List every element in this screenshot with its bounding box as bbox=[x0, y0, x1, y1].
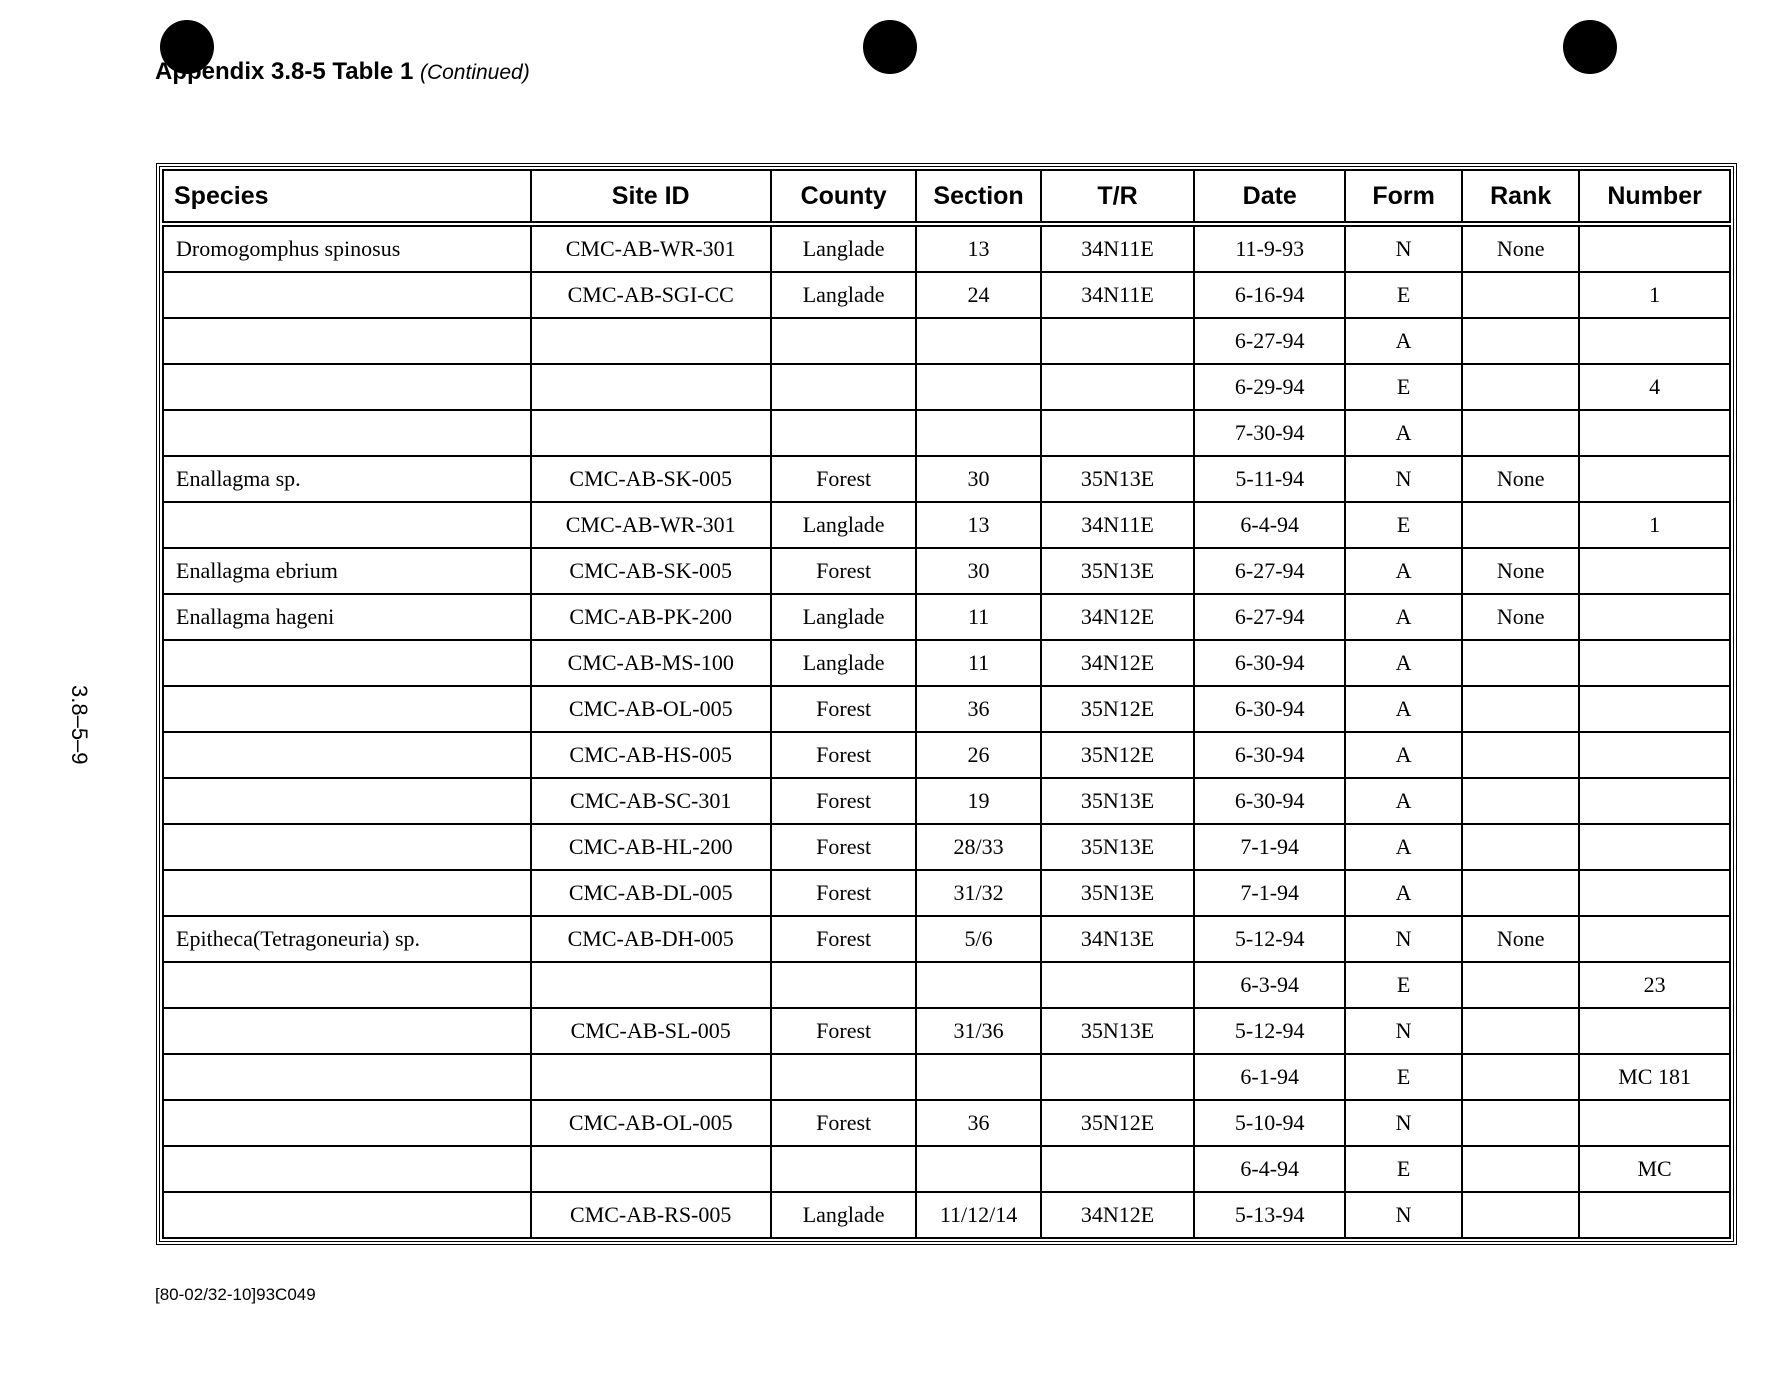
punch-hole-middle bbox=[863, 20, 917, 74]
cell-site-id: CMC-AB-WR-301 bbox=[531, 224, 771, 272]
table-row bbox=[163, 410, 1730, 456]
cell-form: N bbox=[1345, 1100, 1462, 1146]
cell-county bbox=[771, 962, 917, 1008]
species-table bbox=[162, 169, 1731, 1239]
cell-rank bbox=[1462, 1008, 1579, 1054]
cell-site-id bbox=[531, 410, 771, 456]
cell-date: 5-11-94 bbox=[1194, 456, 1345, 502]
cell-section: 28/33 bbox=[916, 824, 1040, 870]
cell-section bbox=[916, 410, 1040, 456]
cell-form: E bbox=[1345, 1146, 1462, 1192]
cell-species bbox=[163, 318, 531, 364]
cell-tr bbox=[1041, 962, 1195, 1008]
cell-rank bbox=[1462, 778, 1579, 824]
cell-county: Langlade bbox=[771, 502, 917, 548]
cell-tr bbox=[1041, 410, 1195, 456]
cell-site-id bbox=[531, 1146, 771, 1192]
cell-date: 6-27-94 bbox=[1194, 594, 1345, 640]
cell-county: Forest bbox=[771, 824, 917, 870]
cell-tr bbox=[1041, 1054, 1195, 1100]
cell-county: Forest bbox=[771, 1100, 917, 1146]
cell-date: 6-27-94 bbox=[1194, 318, 1345, 364]
table-row bbox=[163, 962, 1730, 1008]
table-row bbox=[163, 548, 1730, 594]
cell-section: 13 bbox=[916, 502, 1040, 548]
cell-rank bbox=[1462, 502, 1579, 548]
cell-species: Enallagma sp. bbox=[163, 456, 531, 502]
cell-rank bbox=[1462, 870, 1579, 916]
cell-date: 5-10-94 bbox=[1194, 1100, 1345, 1146]
cell-county: Forest bbox=[771, 548, 917, 594]
cell-date: 5-12-94 bbox=[1194, 916, 1345, 962]
table-row bbox=[163, 1100, 1730, 1146]
column-header-site-id: Site ID bbox=[531, 170, 771, 224]
cell-rank: None bbox=[1462, 594, 1579, 640]
cell-form: A bbox=[1345, 594, 1462, 640]
cell-number bbox=[1579, 224, 1730, 272]
page-title bbox=[155, 58, 530, 86]
cell-tr: 35N13E bbox=[1041, 824, 1195, 870]
cell-form: N bbox=[1345, 916, 1462, 962]
cell-species: Enallagma ebrium bbox=[163, 548, 531, 594]
cell-section: 19 bbox=[916, 778, 1040, 824]
cell-rank: None bbox=[1462, 224, 1579, 272]
table-row bbox=[163, 1192, 1730, 1238]
cell-section: 11 bbox=[916, 594, 1040, 640]
cell-form: E bbox=[1345, 962, 1462, 1008]
cell-number: MC bbox=[1579, 1146, 1730, 1192]
cell-county: Forest bbox=[771, 686, 917, 732]
cell-site-id: CMC-AB-PK-200 bbox=[531, 594, 771, 640]
cell-site-id: CMC-AB-DH-005 bbox=[531, 916, 771, 962]
cell-section: 31/36 bbox=[916, 1008, 1040, 1054]
table-row bbox=[163, 1146, 1730, 1192]
cell-section: 36 bbox=[916, 686, 1040, 732]
column-header-tr: T/R bbox=[1041, 170, 1195, 224]
cell-form: A bbox=[1345, 640, 1462, 686]
cell-tr: 34N13E bbox=[1041, 916, 1195, 962]
cell-rank bbox=[1462, 272, 1579, 318]
cell-rank bbox=[1462, 1146, 1579, 1192]
cell-site-id: CMC-AB-SL-005 bbox=[531, 1008, 771, 1054]
cell-form: E bbox=[1345, 1054, 1462, 1100]
cell-date: 5-12-94 bbox=[1194, 1008, 1345, 1054]
cell-species: Epitheca(Tetragoneuria) sp. bbox=[163, 916, 531, 962]
cell-county: Forest bbox=[771, 1008, 917, 1054]
table-body bbox=[163, 224, 1730, 1238]
cell-section: 11 bbox=[916, 640, 1040, 686]
cell-number bbox=[1579, 640, 1730, 686]
cell-species bbox=[163, 272, 531, 318]
table-row bbox=[163, 824, 1730, 870]
cell-date: 6-3-94 bbox=[1194, 962, 1345, 1008]
cell-form: A bbox=[1345, 732, 1462, 778]
cell-site-id: CMC-AB-SC-301 bbox=[531, 778, 771, 824]
cell-tr bbox=[1041, 364, 1195, 410]
table-row bbox=[163, 502, 1730, 548]
cell-site-id: CMC-AB-WR-301 bbox=[531, 502, 771, 548]
data-table-frame bbox=[156, 163, 1737, 1245]
cell-site-id bbox=[531, 962, 771, 1008]
punch-hole-right bbox=[1563, 20, 1617, 74]
cell-tr: 34N11E bbox=[1041, 272, 1195, 318]
cell-section bbox=[916, 1054, 1040, 1100]
cell-species bbox=[163, 1008, 531, 1054]
cell-tr: 35N13E bbox=[1041, 548, 1195, 594]
cell-species: Dromogomphus spinosus bbox=[163, 224, 531, 272]
cell-section: 13 bbox=[916, 224, 1040, 272]
cell-date: 6-4-94 bbox=[1194, 1146, 1345, 1192]
cell-rank bbox=[1462, 1054, 1579, 1100]
cell-form: E bbox=[1345, 272, 1462, 318]
cell-site-id: CMC-AB-HS-005 bbox=[531, 732, 771, 778]
cell-county bbox=[771, 1146, 917, 1192]
cell-form: N bbox=[1345, 1192, 1462, 1238]
cell-date: 6-30-94 bbox=[1194, 640, 1345, 686]
table-row bbox=[163, 224, 1730, 272]
cell-form: E bbox=[1345, 364, 1462, 410]
cell-species bbox=[163, 732, 531, 778]
cell-tr: 35N13E bbox=[1041, 1008, 1195, 1054]
cell-county: Langlade bbox=[771, 272, 917, 318]
cell-form: A bbox=[1345, 824, 1462, 870]
cell-county: Forest bbox=[771, 916, 917, 962]
cell-section bbox=[916, 962, 1040, 1008]
cell-tr bbox=[1041, 1146, 1195, 1192]
cell-species: Enallagma hageni bbox=[163, 594, 531, 640]
table-row bbox=[163, 640, 1730, 686]
cell-form: N bbox=[1345, 1008, 1462, 1054]
cell-number bbox=[1579, 916, 1730, 962]
cell-number: 23 bbox=[1579, 962, 1730, 1008]
cell-section: 30 bbox=[916, 548, 1040, 594]
column-header-rank: Rank bbox=[1462, 170, 1579, 224]
cell-number bbox=[1579, 1008, 1730, 1054]
table-row bbox=[163, 1054, 1730, 1100]
cell-rank bbox=[1462, 962, 1579, 1008]
cell-site-id bbox=[531, 1054, 771, 1100]
cell-form: N bbox=[1345, 224, 1462, 272]
cell-site-id: CMC-AB-SK-005 bbox=[531, 548, 771, 594]
cell-tr: 35N12E bbox=[1041, 686, 1195, 732]
cell-county: Langlade bbox=[771, 1192, 917, 1238]
cell-species bbox=[163, 778, 531, 824]
cell-site-id: CMC-AB-OL-005 bbox=[531, 1100, 771, 1146]
cell-species bbox=[163, 364, 531, 410]
cell-species bbox=[163, 1100, 531, 1146]
cell-date: 6-1-94 bbox=[1194, 1054, 1345, 1100]
cell-date: 6-27-94 bbox=[1194, 548, 1345, 594]
cell-site-id bbox=[531, 364, 771, 410]
cell-rank: None bbox=[1462, 916, 1579, 962]
cell-number bbox=[1579, 410, 1730, 456]
cell-species bbox=[163, 1146, 531, 1192]
cell-section: 36 bbox=[916, 1100, 1040, 1146]
cell-number bbox=[1579, 870, 1730, 916]
cell-species bbox=[163, 686, 531, 732]
cell-date: 6-4-94 bbox=[1194, 502, 1345, 548]
cell-tr bbox=[1041, 318, 1195, 364]
cell-county bbox=[771, 364, 917, 410]
cell-species bbox=[163, 1192, 531, 1238]
cell-date: 7-30-94 bbox=[1194, 410, 1345, 456]
column-header-county: County bbox=[771, 170, 917, 224]
cell-tr: 35N12E bbox=[1041, 1100, 1195, 1146]
table-row bbox=[163, 594, 1730, 640]
cell-site-id: CMC-AB-SK-005 bbox=[531, 456, 771, 502]
cell-number bbox=[1579, 318, 1730, 364]
cell-tr: 34N11E bbox=[1041, 224, 1195, 272]
column-header-number: Number bbox=[1579, 170, 1730, 224]
cell-form: N bbox=[1345, 456, 1462, 502]
cell-county: Forest bbox=[771, 778, 917, 824]
cell-rank: None bbox=[1462, 456, 1579, 502]
cell-county: Langlade bbox=[771, 224, 917, 272]
cell-form: A bbox=[1345, 778, 1462, 824]
cell-number bbox=[1579, 594, 1730, 640]
cell-site-id: CMC-AB-MS-100 bbox=[531, 640, 771, 686]
cell-date: 6-30-94 bbox=[1194, 686, 1345, 732]
cell-rank: None bbox=[1462, 548, 1579, 594]
cell-section bbox=[916, 1146, 1040, 1192]
cell-site-id: CMC-AB-DL-005 bbox=[531, 870, 771, 916]
cell-number bbox=[1579, 824, 1730, 870]
cell-date: 6-16-94 bbox=[1194, 272, 1345, 318]
cell-site-id: CMC-AB-OL-005 bbox=[531, 686, 771, 732]
cell-county: Forest bbox=[771, 870, 917, 916]
cell-tr: 34N11E bbox=[1041, 502, 1195, 548]
cell-tr: 35N13E bbox=[1041, 778, 1195, 824]
cell-section: 31/32 bbox=[916, 870, 1040, 916]
table-row bbox=[163, 732, 1730, 778]
cell-tr: 34N12E bbox=[1041, 594, 1195, 640]
cell-county bbox=[771, 410, 917, 456]
cell-number: 1 bbox=[1579, 502, 1730, 548]
cell-date: 6-29-94 bbox=[1194, 364, 1345, 410]
cell-section: 11/12/14 bbox=[916, 1192, 1040, 1238]
cell-site-id: CMC-AB-RS-005 bbox=[531, 1192, 771, 1238]
cell-date: 6-30-94 bbox=[1194, 778, 1345, 824]
table-row bbox=[163, 364, 1730, 410]
table-row bbox=[163, 318, 1730, 364]
table-row bbox=[163, 1008, 1730, 1054]
cell-rank bbox=[1462, 732, 1579, 778]
cell-date: 7-1-94 bbox=[1194, 824, 1345, 870]
column-header-section: Section bbox=[916, 170, 1040, 224]
cell-number bbox=[1579, 778, 1730, 824]
cell-number bbox=[1579, 456, 1730, 502]
cell-site-id bbox=[531, 318, 771, 364]
page-number: 3.8–5–9 bbox=[67, 685, 92, 765]
cell-number bbox=[1579, 1192, 1730, 1238]
cell-county: Langlade bbox=[771, 594, 917, 640]
cell-date: 7-1-94 bbox=[1194, 870, 1345, 916]
column-header-date: Date bbox=[1194, 170, 1345, 224]
cell-county: Forest bbox=[771, 456, 917, 502]
cell-number bbox=[1579, 686, 1730, 732]
cell-number bbox=[1579, 1100, 1730, 1146]
cell-rank bbox=[1462, 318, 1579, 364]
cell-county: Langlade bbox=[771, 640, 917, 686]
cell-tr: 35N13E bbox=[1041, 870, 1195, 916]
cell-date: 6-30-94 bbox=[1194, 732, 1345, 778]
cell-form: A bbox=[1345, 686, 1462, 732]
cell-rank bbox=[1462, 410, 1579, 456]
cell-form: E bbox=[1345, 502, 1462, 548]
table-row bbox=[163, 686, 1730, 732]
cell-county bbox=[771, 318, 917, 364]
cell-species bbox=[163, 410, 531, 456]
table-row bbox=[163, 916, 1730, 962]
cell-county bbox=[771, 1054, 917, 1100]
cell-date: 11-9-93 bbox=[1194, 224, 1345, 272]
cell-tr: 35N13E bbox=[1041, 456, 1195, 502]
title-continued: (Continued) bbox=[419, 61, 530, 84]
cell-site-id: CMC-AB-HL-200 bbox=[531, 824, 771, 870]
cell-date: 5-13-94 bbox=[1194, 1192, 1345, 1238]
table-row bbox=[163, 456, 1730, 502]
cell-rank bbox=[1462, 686, 1579, 732]
cell-county: Forest bbox=[771, 732, 917, 778]
cell-section: 5/6 bbox=[916, 916, 1040, 962]
table-row bbox=[163, 272, 1730, 318]
cell-rank bbox=[1462, 640, 1579, 686]
cell-tr: 34N12E bbox=[1041, 640, 1195, 686]
cell-section bbox=[916, 364, 1040, 410]
table-header-row bbox=[163, 170, 1730, 224]
column-header-form: Form bbox=[1345, 170, 1462, 224]
title-text: Appendix 3.8-5 Table 1 bbox=[155, 58, 414, 85]
cell-species bbox=[163, 824, 531, 870]
cell-tr: 34N12E bbox=[1041, 1192, 1195, 1238]
cell-species bbox=[163, 962, 531, 1008]
cell-form: A bbox=[1345, 870, 1462, 916]
table-row bbox=[163, 778, 1730, 824]
cell-species bbox=[163, 1054, 531, 1100]
cell-site-id: CMC-AB-SGI-CC bbox=[531, 272, 771, 318]
cell-number: 1 bbox=[1579, 272, 1730, 318]
cell-tr: 35N12E bbox=[1041, 732, 1195, 778]
cell-number: MC 181 bbox=[1579, 1054, 1730, 1100]
cell-section: 26 bbox=[916, 732, 1040, 778]
cell-section: 24 bbox=[916, 272, 1040, 318]
cell-species bbox=[163, 640, 531, 686]
cell-form: A bbox=[1345, 548, 1462, 594]
footer-code: [80-02/32-10]93C049 bbox=[155, 1285, 316, 1304]
cell-rank bbox=[1462, 824, 1579, 870]
table-row bbox=[163, 870, 1730, 916]
column-header-species: Species bbox=[163, 170, 531, 224]
cell-section: 30 bbox=[916, 456, 1040, 502]
cell-species bbox=[163, 870, 531, 916]
cell-number bbox=[1579, 548, 1730, 594]
cell-rank bbox=[1462, 364, 1579, 410]
cell-number: 4 bbox=[1579, 364, 1730, 410]
cell-form: A bbox=[1345, 410, 1462, 456]
cell-form: A bbox=[1345, 318, 1462, 364]
cell-rank bbox=[1462, 1100, 1579, 1146]
cell-number bbox=[1579, 732, 1730, 778]
cell-section bbox=[916, 318, 1040, 364]
cell-rank bbox=[1462, 1192, 1579, 1238]
cell-species bbox=[163, 502, 531, 548]
